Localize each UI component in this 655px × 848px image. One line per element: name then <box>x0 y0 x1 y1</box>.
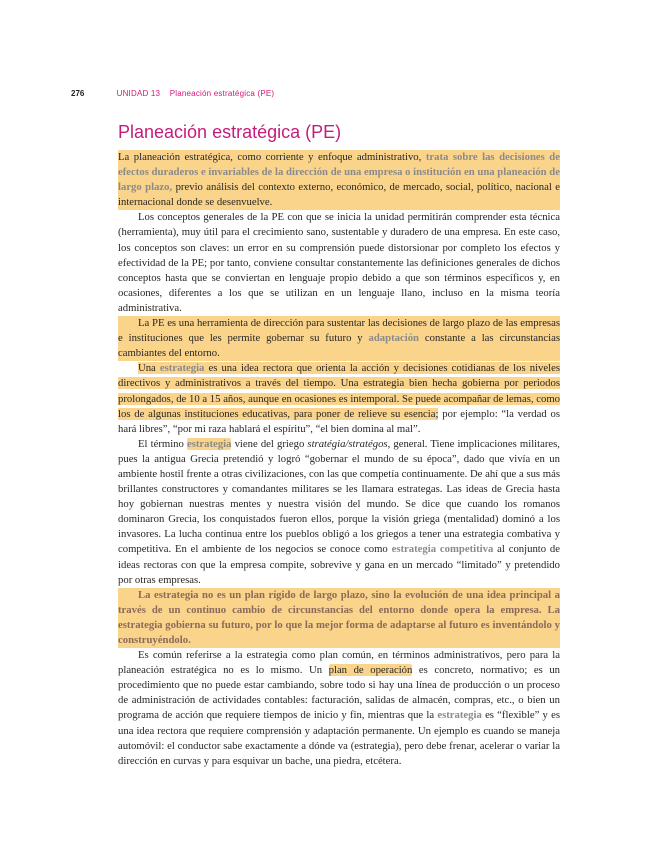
unit-label: UNIDAD 13 <box>116 89 161 98</box>
term-adaptacion: adaptación <box>368 332 419 345</box>
paragraph-1: La planeación estratégica, como corriente y enfoque administrativo, trata sobre las decisiones de efectos duraderos e invariables de la dirección de una empresa o institución en una planeación de largo plazo, previo análisis del contexto externo, económico, de mercado, social, político, nacional e internacional donde se desenvuelve. <box>118 150 560 210</box>
term-estrategia-competitiva: estrategia competitiva <box>391 543 494 556</box>
paragraph-3: La PE es una herramienta de dirección para sustentar las decisiones de largo plazo de las empresas e instituciones que les permite gobernar su futuro y adaptación constante a las circunstancias cambiantes del entorno. <box>118 316 560 361</box>
page-number: 276 <box>71 89 85 98</box>
paragraph-4: Una estrategia es una idea rectora que orienta la acción y decisiones cotidianas de los niveles directivos y administrativos a través del tiempo. Una estrategia bien hecha gobierna por periodos prolongados, de 10 a 15 años, aunque en ocasiones es intemporal. Se puede acompañar de lemas, como los de algunas instituciones educativas, para poner de relieve su esencia; por ejemplo: “la verdad os hará libres”, “por mi raza hablará el espíritu”, “el bien domina al mal”. <box>118 362 560 435</box>
term-estrategia: estrategia <box>159 362 205 375</box>
term-plan-de-operacion: plan de operación <box>328 664 413 677</box>
running-header <box>71 89 274 98</box>
term-estrategia-flexible: estrategia <box>437 709 482 722</box>
unit-title: Planeación estratégica (PE) <box>169 89 275 98</box>
term-estrategia-etymology: estrategia <box>186 437 232 450</box>
paragraph-6: La estrategia no es un plan rígido de largo plazo, sino la evolución de una idea principal a través de un continuo cambio de circunstancias del entorno donde opera la empresa. La estrategia gobierna su futuro, por lo que la mejor forma de adaptarse al futuro es inventándolo y construyéndolo. <box>118 588 560 648</box>
body-text <box>118 150 560 769</box>
section-title: Planeación estratégica (PE) <box>118 122 342 142</box>
paragraph-5: El término estrategia viene del griego stratégia/stratégos, general. Tiene implicaciones militares, pues la antigua Grecia pretendió y logró “gobernar el mundo de su época”, dado que vivía en un ambiente hostil frente a otras civilizaciones, con las que competía continuamente. De ahí que a sus más brillantes constructores y comandantes militares se les llamara estrategas. Las ideas de Grecia hasta hoy gobiernan nuestras mentes y nuestra visión del mundo. Se dice que cuando los romanos dominaron Grecia, los conquistados fueron ellos, porque la visión griega (mentalidad) dominó a los invasores. La lucha continua entre los pueblos obligó a los griegos a tener una estrategia combativa y competitiva. En el ambiente de los negocios se conoce como estrategia competitiva al conjunto de ideas rectoras con que la empresa compite, sobrevive y gana en un mercado “limitado” y pretendido por otras empresas. <box>118 437 561 586</box>
highlighted-phrase: trata sobre las decisiones de efectos duraderos e invariables de la dirección de una empresa o institución en una planeación de largo plazo, <box>118 151 560 194</box>
paragraph-2: Los conceptos generales de la PE con que se inicia la unidad permitirán comprender esta técnica (herramienta), muy útil para el crecimiento sano, sustentable y duradero de una empresa. En este caso, los conceptos son claves: un error en su comprensión puede distorsionar por completo los efectos y efectividad de la PE; por tanto, conviene consultar constantemente las definiciones generales de dichos conceptos hasta que se conviertan en lenguaje propio debido a que son términos específicos y, en ocasiones, diferentes a los que se utilizan en un lenguaje llano, incluso en la misma teoría administrativa. <box>118 211 560 314</box>
paragraph-7: Es común referirse a la estrategia como plan común, en términos administrativos, pero para la planeación estratégica no es lo mismo. Un plan de operación es concreto, normativo; es un procedimiento que no puede estar cambiando, sobre todo si hay una línea de producción o un proceso de administración de actividades contables: facturación, salidas de almacén, compras, etc., o bien un programa de acción que requiere tiempos de inicio y fin, mientras que la estrategia es “flexible” y es una idea rectora que requiere comprensión y adaptación permanente. Un ejemplo es cuando se maneja automóvil: el conductor sabe exactamente a dónde va (estrategia), pero debe frenar, acelerar o variar la dirección en curvas y para esquivar un bache, una piedra, etcétera. <box>118 649 561 767</box>
